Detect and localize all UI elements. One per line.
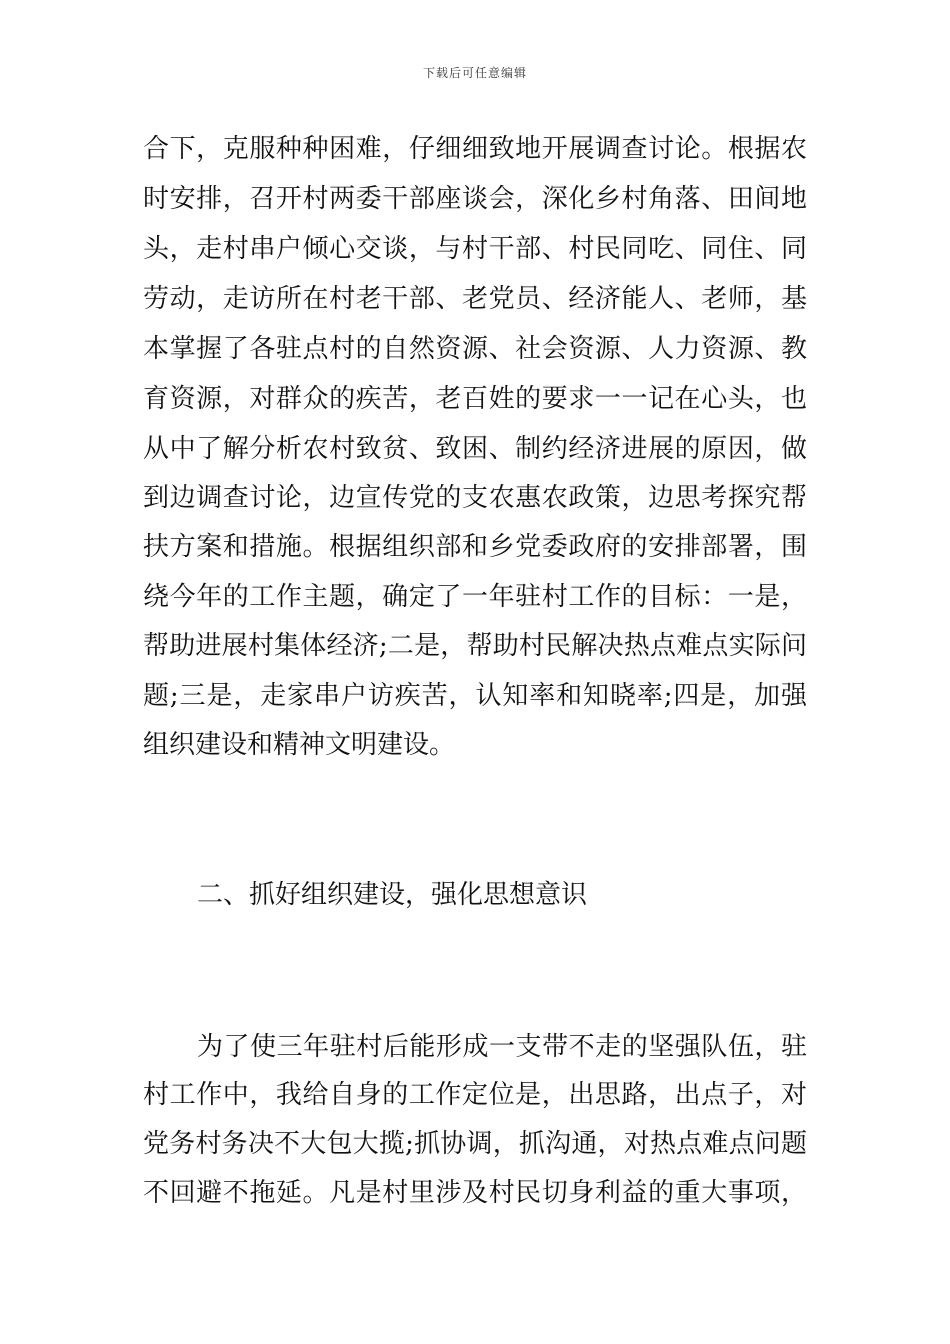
- paragraph-2-line-2: 村工作中，我给自身的工作定位是，出思路，出点子，对: [143, 1080, 807, 1110]
- paragraph-1-line-12: 题;三是，走家串户访疾苦，认知率和知晓率;四是，加强: [143, 681, 807, 711]
- paragraph-1-line-8: 到边调查讨论，边宣传党的支农惠农政策，边思考探究帮: [143, 483, 807, 513]
- paragraph-1-line-5: 本掌握了各驻点村的自然资源、社会资源、人力资源、教: [143, 334, 807, 364]
- paragraph-1-line-13: 组织建设和精神文明建设。: [143, 730, 456, 760]
- paragraph-1-line-10: 绕今年的工作主题，确定了一年驻村工作的目标：一是，: [143, 582, 807, 612]
- paragraph-1-line-3: 头，走村串户倾心交谈，与村干部、村民同吃、同住、同: [143, 234, 807, 264]
- paragraph-1-line-6: 育资源，对群众的疾苦，老百姓的要求一一记在心头，也: [143, 384, 807, 414]
- paragraph-1-line-7: 从中了解分析农村致贫、致困、制约经济进展的原因，做: [143, 434, 807, 464]
- paragraph-2-line-3: 党务村务决不大包大揽;抓协调，抓沟通，对热点难点问题: [143, 1129, 807, 1159]
- paragraph-1-line-11: 帮助进展村集体经济;二是，帮助村民解决热点难点实际问: [143, 631, 807, 661]
- header-note: 下载后可任意编辑: [422, 66, 527, 80]
- paragraph-1-line-4: 劳动，走访所在村老干部、老党员、经济能人、老师，基: [143, 284, 807, 314]
- paragraph-1-line-1: 合下，克服种种困难，仔细细致地开展调查讨论。根据农: [143, 134, 807, 164]
- paragraph-2-line-1: 为了使三年驻村后能形成一支带不走的坚强队伍，驻: [197, 1032, 807, 1062]
- paragraph-1-line-2: 时安排，召开村两委干部座谈会，深化乡村角落、田间地: [143, 184, 807, 214]
- paragraph-1-line-9: 扶方案和措施。根据组织部和乡党委政府的安排部署，围: [143, 532, 807, 562]
- paragraph-2-line-4: 不回避不拖延。凡是村里涉及村民切身利益的重大事项，: [143, 1178, 807, 1208]
- section-2-heading: 二、抓好组织建设，强化思想意识: [197, 880, 588, 910]
